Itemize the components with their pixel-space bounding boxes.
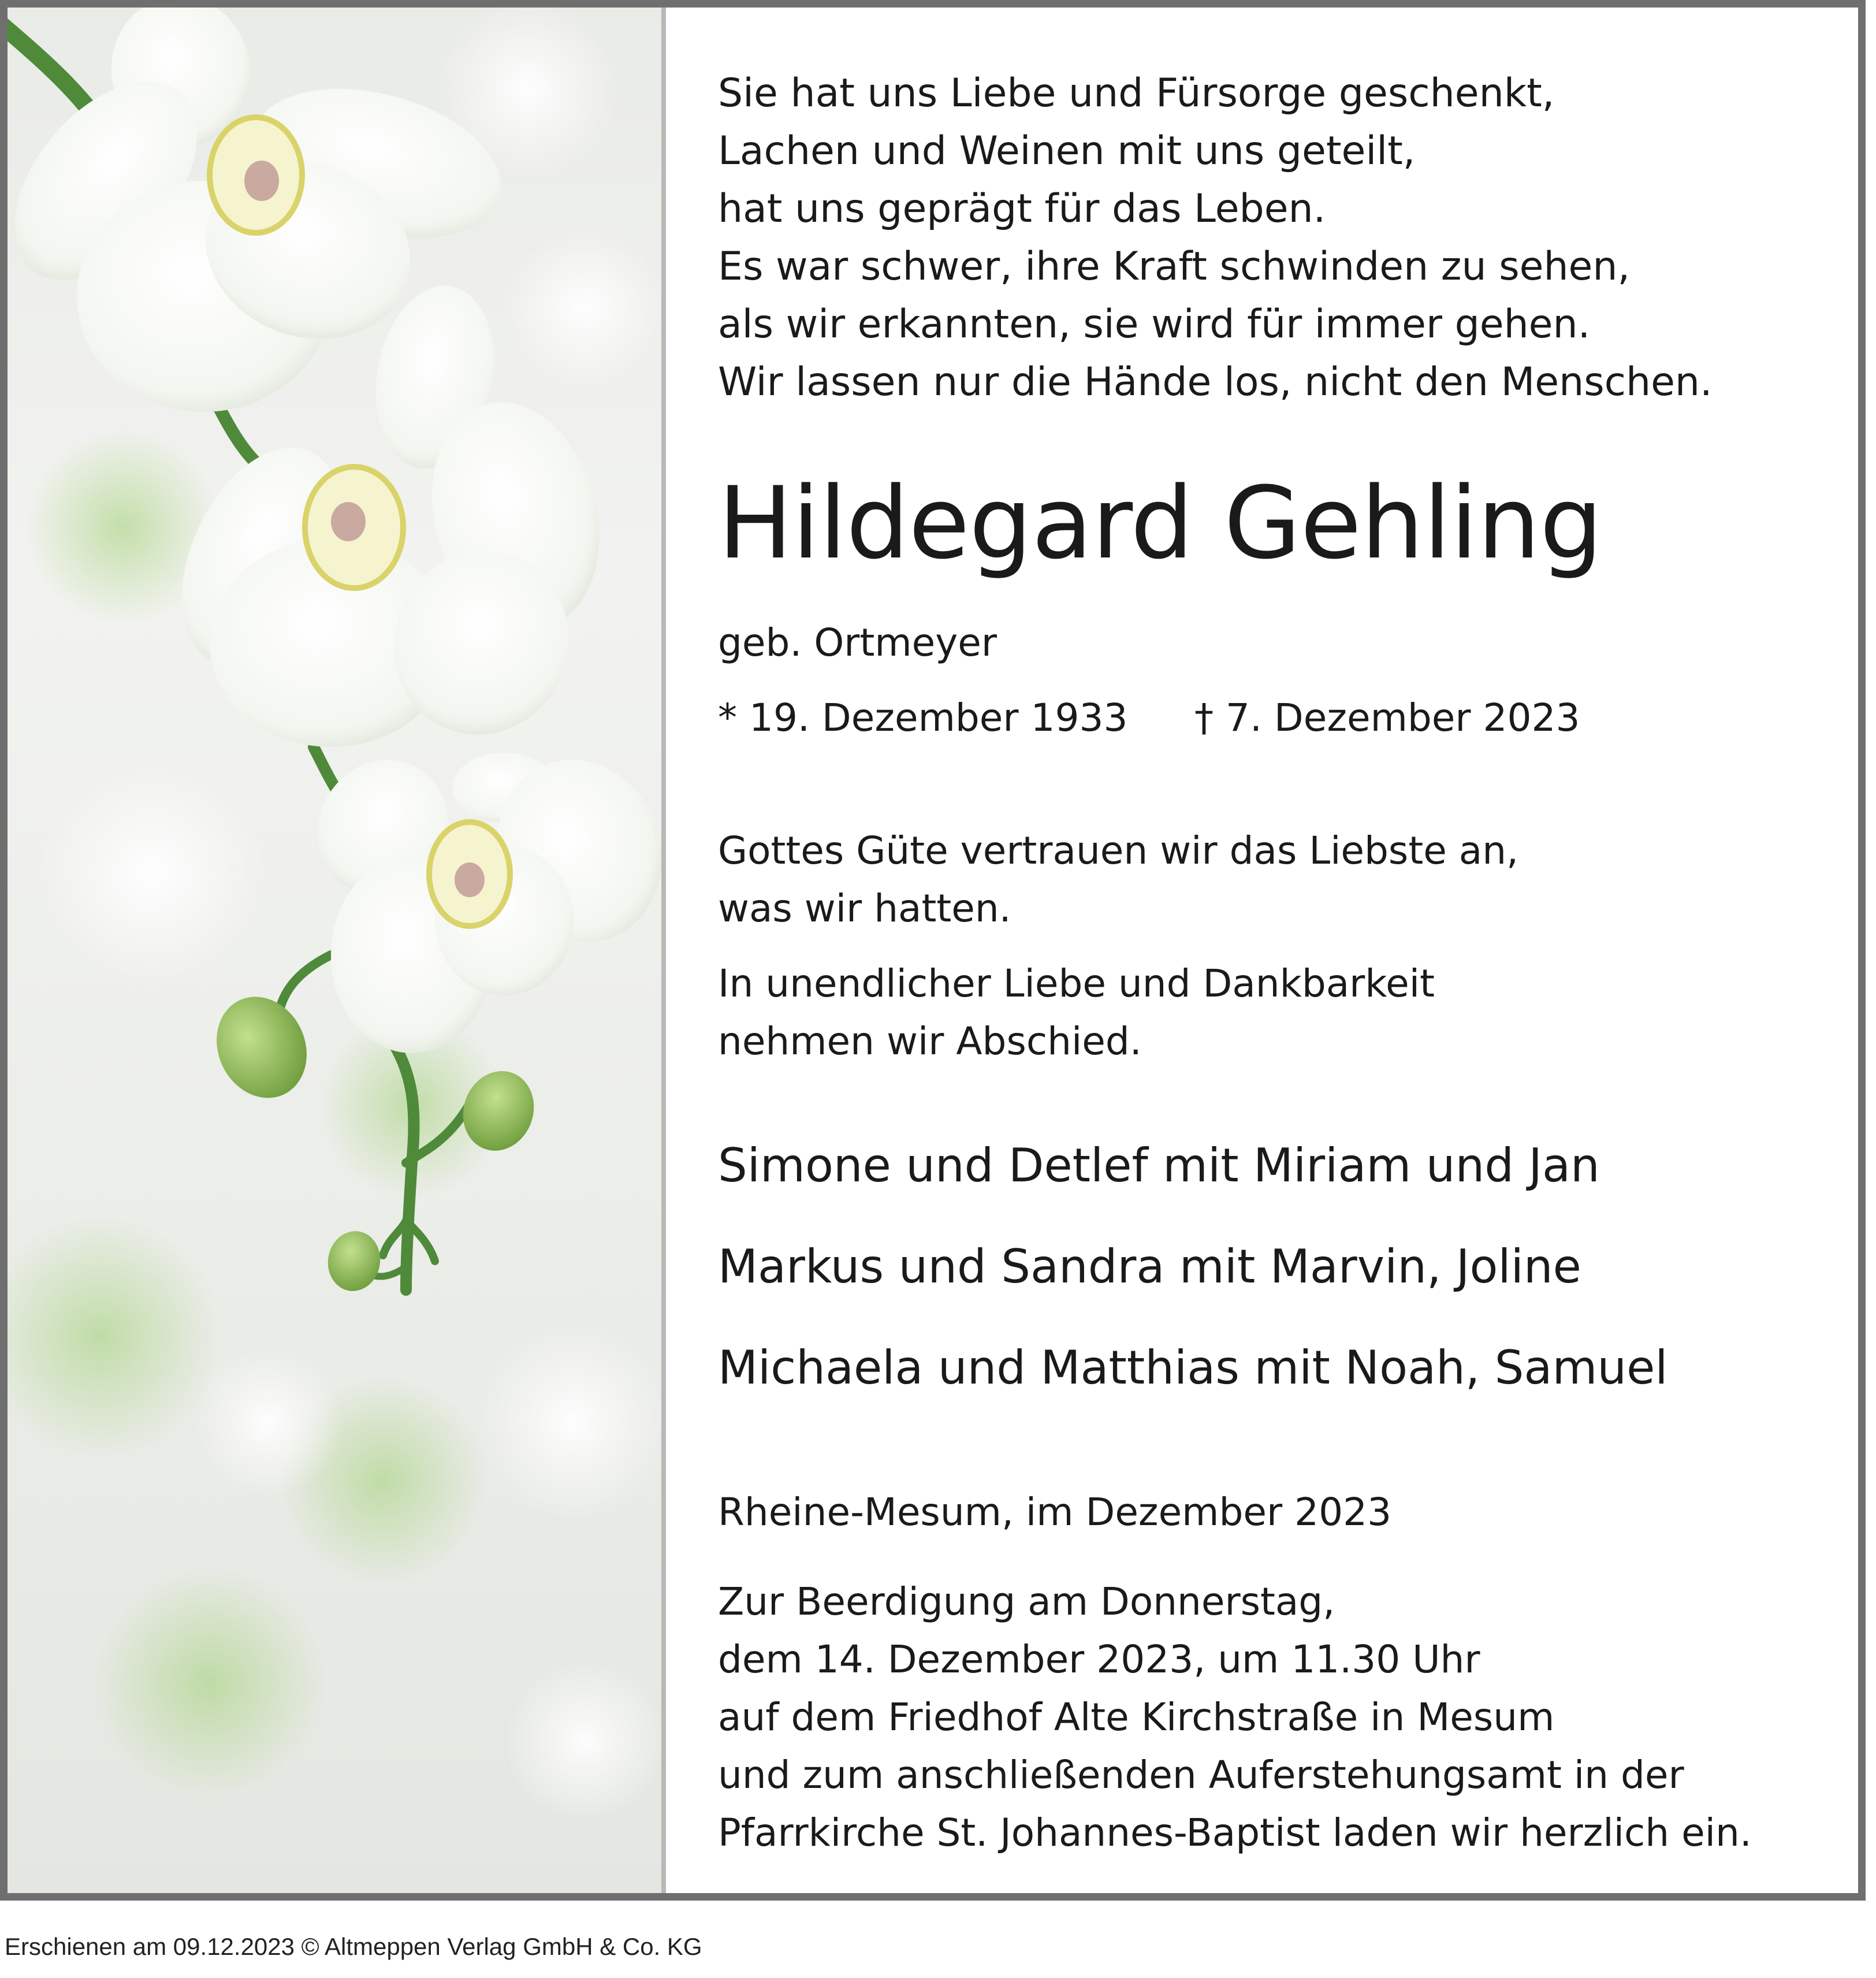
verse-line: was wir hatten. [718, 886, 1011, 931]
poem-line: Sie hat uns Liebe und Fürsorge geschenkt, [718, 70, 1555, 116]
birth-date: * 19. Dezember 1933 [718, 696, 1128, 740]
funeral-line: dem 14. Dezember 2023, um 11.30 Uhr [718, 1637, 1480, 1682]
poem-line: Es war schwer, ihre Kraft schwinden zu sehen, [718, 244, 1631, 289]
maiden-name: geb. Ortmeyer [718, 620, 997, 665]
family-member: Michaela und Matthias mit Noah, Samuel [718, 1341, 1668, 1395]
publication-footer: Erschienen am 09.12.2023 © Altmeppen Verlag GmbH & Co. KG [5, 1933, 702, 1960]
family-member: Simone und Detlef mit Miriam und Jan [718, 1139, 1600, 1192]
funeral-line: Zur Beerdigung am Donnerstag, [718, 1579, 1335, 1624]
place-date: Rheine-Mesum, im Dezember 2023 [718, 1490, 1392, 1534]
poem-line: Lachen und Weinen mit uns geteilt, [718, 128, 1416, 174]
poem-line: hat uns geprägt für das Leben. [718, 186, 1326, 232]
orchid-image-panel [8, 8, 661, 1893]
funeral-line: Pfarrkirche St. Johannes-Baptist laden wir herzlich ein. [718, 1810, 1752, 1855]
obituary-text-column [718, 8, 1850, 1893]
poem-line: als wir erkannten, sie wird für immer gehen. [718, 302, 1591, 347]
family-member: Markus und Sandra mit Marvin, Joline [718, 1240, 1581, 1293]
orchid-illustration [8, 8, 661, 1893]
orchid-flower-lower [293, 736, 661, 1053]
poem-line: Wir lassen nur die Hände los, nicht den Menschen. [718, 359, 1713, 405]
verse-line: Gottes Güte vertrauen wir das Liebste an, [718, 828, 1519, 873]
death-date: † 7. Dezember 2023 [1194, 696, 1580, 740]
farewell-line: nehmen wir Abschied. [718, 1019, 1142, 1064]
farewell-line: In unendlicher Liebe und Dankbarkeit [718, 961, 1435, 1006]
panel-divider [661, 8, 666, 1893]
deceased-name: Hildegard Gehling [718, 465, 1602, 581]
funeral-line: und zum anschließenden Auferstehungsamt in der [718, 1753, 1684, 1797]
funeral-line: auf dem Friedhof Alte Kirchstraße in Mesum [718, 1695, 1555, 1739]
